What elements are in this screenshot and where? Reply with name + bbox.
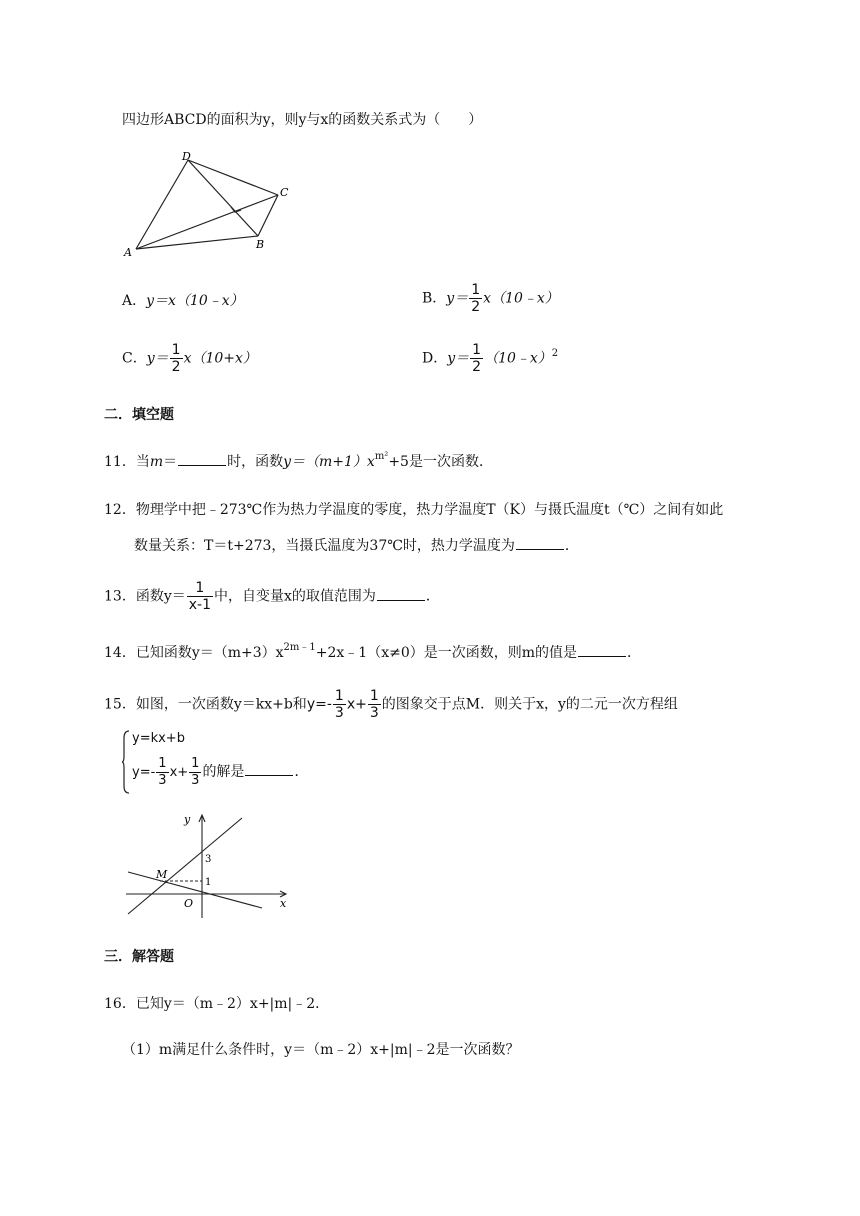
q11-text-c: 时，函数 xyxy=(227,454,284,470)
q11-text-d: y＝（m+1）x xyxy=(283,454,375,470)
intercept-label-3: 3 xyxy=(205,854,212,865)
q11-answer-blank[interactable] xyxy=(178,453,226,466)
q13-text-a: 函数y＝ xyxy=(135,588,186,605)
origin-label: O xyxy=(184,897,194,910)
option-d-lhs: y＝ xyxy=(447,350,470,367)
q14-text-b: +2x﹣1（x≠0）是一次函数，则m的值是 xyxy=(315,645,578,661)
system-brace xyxy=(122,730,130,794)
intercept-label-1: 1 xyxy=(205,877,212,888)
q16-number: 16． xyxy=(104,996,136,1012)
vertex-label-d: D xyxy=(182,150,191,163)
q15-text-a: 如图，一次函数y＝kx+b和 xyxy=(135,696,307,713)
q15-text-c: 的解是 xyxy=(202,764,245,780)
q13-answer-blank[interactable] xyxy=(377,588,425,601)
q11-number: 11． xyxy=(104,454,136,470)
q14: 14．已知函数$y=(m+3)x^{2m﹣1}+2x﹣1(x\ne 0)$是一次函数，则m的值是 ． xyxy=(104,642,642,661)
q10-stem: 四边形ABCD的面积为y，则y与x的函数关系式为（ ） xyxy=(122,112,483,128)
system-eq-2: y=- $\frac{1}{3}$ x+ $\frac{1}{3}$ 的解是 ． xyxy=(132,756,309,788)
q12-answer-blank[interactable] xyxy=(516,537,564,550)
q12-line1 xyxy=(104,500,723,520)
linear-functions-graph xyxy=(120,812,290,922)
q13-number: 13． xyxy=(104,588,136,605)
q13-text-b: 中，自变量x的取值范围为 xyxy=(214,588,376,605)
option-c[interactable] xyxy=(122,342,257,375)
option-b-key: B． xyxy=(422,290,447,307)
q16-stem xyxy=(104,994,329,1014)
option-d[interactable] xyxy=(422,342,558,375)
q14-text-a: 已知函数y＝（m+3）x xyxy=(135,645,284,661)
option-d-exponent: 2 xyxy=(551,347,559,359)
q14-number: 14． xyxy=(104,645,136,661)
q11 xyxy=(104,452,493,474)
option-a[interactable] xyxy=(122,291,244,311)
option-c-fraction: $\frac{1}{2}$ xyxy=(171,342,181,375)
q13-fraction: $\frac{1}{x-1}$ xyxy=(188,580,211,613)
system-eq-1: y=kx+b xyxy=(132,731,185,746)
option-d-fraction: $\frac{1}{2}$ xyxy=(472,342,482,375)
vertex-label-a: A xyxy=(124,246,132,259)
option-d-rhs: （10﹣x） xyxy=(484,350,552,367)
option-b[interactable] xyxy=(422,282,559,315)
q13: 13．函数y＝ $\frac{1}{x-1}$ 中，自变量x的取值范围为 ． xyxy=(104,580,440,613)
q15-number: 15． xyxy=(104,696,136,713)
option-c-key: C． xyxy=(122,350,147,367)
q11-text-e: +5是一次函数． xyxy=(388,454,493,470)
q15-text-b: 的图象交于点M．则关于x，y的二元一次方程组 xyxy=(381,696,678,713)
vertex-label-b: B xyxy=(256,238,265,251)
option-d-key: D． xyxy=(422,350,448,367)
section-3-title: 三．解答题 xyxy=(104,949,174,965)
q12-line2: 数量关系：T＝t+273，当摄氏温度为37℃时，热力学温度为 ． xyxy=(134,538,579,554)
option-b-rhs: x（10﹣x） xyxy=(483,290,559,307)
q16-part1: （1）m满足什么条件时，y＝（m﹣2）x+|m|﹣2是一次函数？ xyxy=(122,1042,520,1058)
q15-line-eq-lhs: y=- xyxy=(306,696,332,713)
q11-text-a: 当 xyxy=(135,454,150,470)
quadrilateral-figure xyxy=(118,150,298,260)
q14-answer-blank[interactable] xyxy=(578,644,626,657)
q11-var-m: m xyxy=(149,454,164,470)
vertex-label-c: C xyxy=(280,186,289,199)
q15-fraction-2: $\frac{1}{3}$ xyxy=(369,688,379,721)
intersection-label-m: M xyxy=(156,868,168,881)
q12-line1-text: 物理学中把﹣273℃作为热力学温度的零度，热力学温度T（K）与摄氏温度t（℃）之间有如此 xyxy=(135,502,724,518)
q14-exponent: 2m﹣1 xyxy=(283,642,316,653)
q11-text-b: ＝ xyxy=(163,454,178,470)
section-2-title: 二．填空题 xyxy=(104,407,174,423)
q12-number: 12． xyxy=(104,502,136,518)
q12-line2-text: 数量关系：T＝t+273，当摄氏温度为37℃时，热力学温度为 xyxy=(134,538,515,554)
option-b-lhs: y＝ xyxy=(446,290,469,307)
q11-exponent: m² xyxy=(374,451,389,462)
option-a-expr: y＝x（10﹣x） xyxy=(146,293,244,309)
option-c-lhs: y＝ xyxy=(146,350,169,367)
option-a-key: A． xyxy=(122,293,147,309)
q16-stem-text: 已知y＝（m﹣2）x+|m|﹣2． xyxy=(135,996,330,1012)
q15-answer-blank[interactable] xyxy=(245,763,293,776)
q15-fraction-1: $\frac{1}{3}$ xyxy=(334,688,344,721)
q15-line1: 15．如图，一次函数y＝kx+b和y=- $\frac{1}{3}$ x+ $\frac{1}{3}$ 的图象交于点M．则关于x，y的二元一次方程组 xyxy=(104,688,678,721)
axis-label-y: y xyxy=(184,813,191,826)
option-c-rhs: x（10+x） xyxy=(183,350,257,367)
option-b-fraction: $\frac{1}{2}$ xyxy=(471,282,481,315)
axis-label-x: x xyxy=(280,897,287,910)
